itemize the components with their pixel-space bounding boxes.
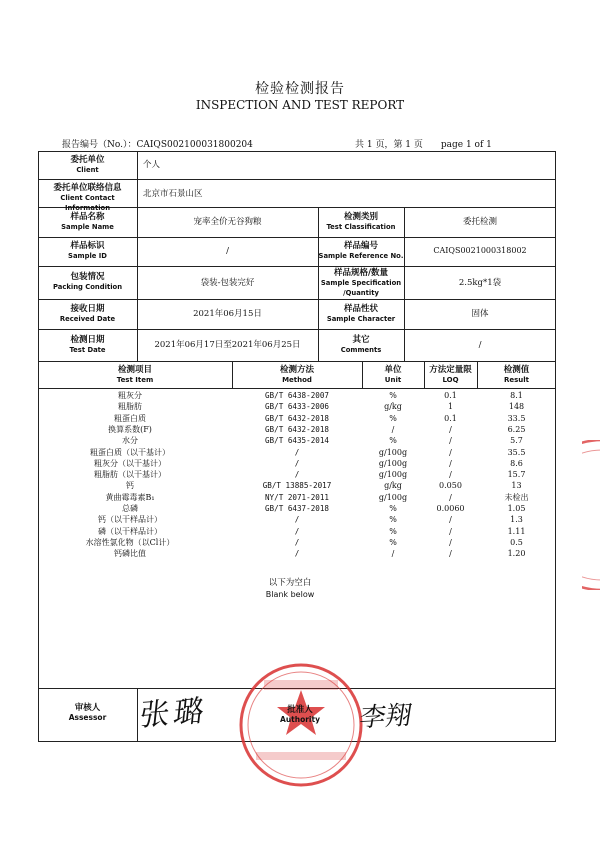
cell-unit: g/100g (378, 447, 408, 457)
rule (137, 151, 138, 361)
cell-result: 6.25 (507, 424, 526, 434)
cell-loq: / (449, 436, 452, 446)
cell-item: 磷（以干样品计） (98, 526, 162, 536)
cell-result: 35.5 (507, 447, 526, 457)
cell-item: 钙磷比值 (114, 549, 146, 559)
cell-method: / (294, 458, 300, 468)
cell-unit: g/100g (378, 492, 408, 502)
cell-result: 33.5 (507, 413, 526, 423)
cell-method: GB/T 6435-2014 (264, 436, 329, 446)
cell-item: 粗蛋白质 (114, 413, 146, 423)
cell-method: GB/T 6432-2018 (264, 424, 329, 434)
packing-label: 包装情况 Packing Condition (52, 272, 123, 291)
cell-method: GB/T 6433-2006 (264, 402, 329, 412)
cell-result: 13 (511, 481, 522, 491)
assessor-label: 审核人 Assessor (68, 703, 107, 722)
table-row (40, 514, 554, 525)
test-date-label: 检测日期 Test Date (69, 335, 106, 354)
client-label: 委托单位 Client (70, 155, 105, 174)
edge-seal-fragment (582, 440, 600, 590)
cell-unit: % (389, 436, 397, 446)
report-title-en: INSPECTION AND TEST REPORT (195, 98, 405, 112)
cell-loq: / (449, 537, 452, 547)
cell-loq: 0.1 (444, 391, 457, 400)
sample-id-label: 样品标识 Sample ID (68, 241, 107, 260)
cell-loq: / (449, 470, 452, 480)
table-row (40, 401, 554, 412)
cell-result: 15.7 (507, 470, 526, 480)
cell-result: 8.1 (510, 391, 523, 400)
table-row (40, 492, 554, 503)
received-date-value: 2021年06月15日 (193, 309, 262, 319)
cell-method: / (294, 526, 300, 536)
cell-loq: / (449, 526, 452, 536)
contact-label: 委托单位联络信息 Client Contact Information (53, 183, 122, 212)
header-method: 检测方法 Method (279, 365, 314, 384)
cell-result: 148 (508, 402, 525, 412)
table-row (40, 480, 554, 491)
header-loq: 方法定量限 LOQ (429, 365, 472, 384)
table-row (40, 537, 554, 548)
rule (38, 299, 556, 300)
sample-reference-label: 样品编号 Sample Reference No. (318, 241, 404, 260)
cell-unit: / (391, 424, 395, 434)
cell-unit: % (389, 537, 397, 547)
page-info: 共 1 页，第 1 页 page 1 of 1 (355, 140, 492, 150)
cell-loq: 0.050 (439, 481, 462, 491)
cell-item: 粗脂肪 (118, 402, 142, 412)
table-row (40, 424, 554, 435)
cell-result: 5.7 (510, 436, 523, 446)
table-row (40, 503, 554, 514)
cell-result: 1.05 (507, 504, 526, 513)
cell-result: 1.11 (507, 526, 526, 536)
assessor-signature: 张璐 (137, 693, 210, 734)
table-row (40, 458, 554, 469)
cell-loq: / (449, 424, 452, 434)
cell-loq: / (449, 447, 452, 457)
table-row (40, 390, 554, 401)
table-row (40, 548, 554, 559)
rule (38, 266, 556, 267)
cell-method: / (294, 447, 300, 457)
cell-item: 粗脂肪（以干基计） (94, 470, 166, 480)
contact-value: 北京市石景山区 (143, 189, 203, 199)
header-result: 检测值 Result (503, 365, 530, 384)
comments-value: / (478, 340, 482, 350)
blank-below (230, 578, 350, 600)
cell-loq: / (449, 515, 452, 525)
sample-name-label: 样品名称 Sample Name (61, 212, 114, 231)
cell-item: 换算系数(F) (108, 424, 152, 434)
sample-character-value: 固体 (471, 309, 489, 319)
table-row (40, 526, 554, 537)
client-value: 个人 (143, 160, 161, 170)
cell-result: 8.6 (510, 458, 523, 468)
rule (38, 329, 556, 330)
rule (38, 388, 556, 389)
table-row (40, 469, 554, 480)
sample-character-label: 样品性状 Sample Character (326, 304, 396, 323)
table-row (40, 435, 554, 446)
cell-unit: g/100g (378, 458, 408, 468)
cell-method: / (294, 537, 300, 547)
cell-unit: % (389, 526, 397, 536)
test-date-value: 2021年06月17日至2021年06月25日 (154, 340, 301, 350)
cell-item: 钙 (126, 481, 134, 491)
rule (38, 179, 556, 180)
specification-label: 样品规格/数量 Sample Specification /Quantity (320, 268, 402, 297)
cell-method: GB/T 13885-2017 (262, 481, 332, 491)
cell-method: / (294, 515, 300, 525)
cell-method: GB/T 6432-2018 (264, 413, 329, 423)
cell-method: GB/T 6438-2007 (264, 391, 329, 400)
cell-unit: g/100g (378, 470, 408, 480)
sample-name-value: 宠率全价无谷狗粮 (193, 217, 262, 227)
authority-label: 批准人 Authority (280, 705, 320, 724)
cell-item: 粗灰分 (118, 391, 142, 400)
cell-method: / (294, 470, 300, 480)
cell-unit: / (391, 549, 395, 559)
test-classification-label: 检测类别 Test Classification (326, 212, 396, 231)
report-number: 报告编号（No.）：CAIQS002100031800204 (62, 140, 253, 150)
cell-unit: % (389, 391, 397, 400)
authority-signature: 李翔 (357, 700, 414, 734)
cell-item: 水分 (122, 436, 138, 446)
cell-loq: 0.0060 (436, 504, 465, 513)
comments-label: 其它 Comments (340, 335, 382, 354)
rule (38, 361, 556, 362)
packing-value: 袋装-包装完好 (200, 278, 255, 288)
cell-loq: / (449, 458, 452, 468)
cell-loq: 1 (447, 402, 454, 412)
cell-unit: % (389, 515, 397, 525)
cell-item: 粗灰分（以干基计） (94, 458, 166, 468)
cell-item: 钙（以干样品计） (98, 515, 162, 525)
cell-item: 总磷 (122, 504, 138, 513)
cell-method: / (294, 549, 300, 559)
test-classification-value: 委托检测 (462, 217, 497, 227)
cell-method: NY/T 2071-2011 (264, 492, 329, 502)
sample-id-value: / (226, 246, 229, 256)
cell-loq: / (449, 492, 452, 502)
cell-loq: / (449, 549, 452, 559)
cell-unit: % (389, 413, 397, 423)
cell-method: GB/T 6437-2018 (264, 504, 329, 513)
cell-unit: % (389, 504, 397, 513)
header-test-item: 检测项目 Test Item (116, 365, 154, 384)
blank-below-cn: 以下为空白 (268, 578, 312, 588)
cell-result: 0.5 (510, 537, 523, 547)
cell-unit: g/kg (384, 402, 402, 412)
specification-value: 2.5kg*1袋 (458, 278, 502, 288)
cell-item: 水溶性氯化物（以Cl计） (85, 537, 175, 547)
cell-loq: 0.1 (444, 413, 457, 423)
header-unit: 单位 Unit (384, 365, 402, 384)
cell-result: 1.3 (510, 515, 523, 525)
rule (38, 237, 556, 238)
received-date-label: 接收日期 Received Date (59, 304, 116, 323)
cell-result: 1.20 (507, 549, 526, 559)
report-title-cn: 检验检测报告 (255, 81, 345, 97)
cell-result: 未检出 (504, 492, 529, 502)
blank-below-en: Blank below (265, 590, 315, 599)
cell-unit: g/kg (384, 481, 402, 491)
official-seal (236, 660, 366, 790)
cell-item: 黄曲霉毒素B₁ (105, 492, 155, 502)
table-row (40, 447, 554, 458)
sample-reference-value: CAIQS0021000318002 (433, 246, 527, 255)
cell-item: 粗蛋白质（以干基计） (90, 447, 170, 457)
table-row (40, 413, 554, 424)
